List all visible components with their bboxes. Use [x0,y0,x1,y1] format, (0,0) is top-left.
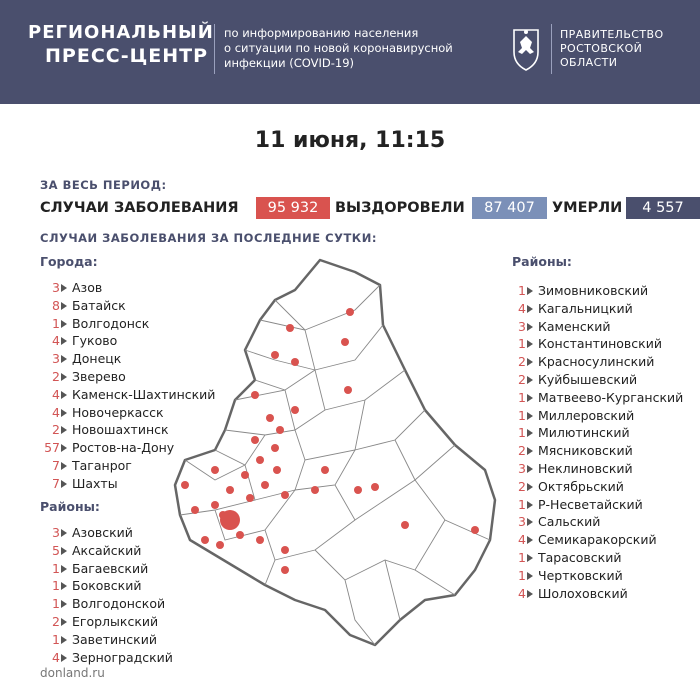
triangle-icon [61,444,67,452]
case-count: 1 [518,496,526,512]
place-name: Боковский [72,578,142,594]
map-dot [271,444,279,452]
place-name: Егорлыкский [72,613,159,629]
triangle-icon [527,465,533,473]
government-title [560,28,664,70]
place-name: Семикаракорский [538,532,657,548]
place-name: Шахты [72,475,118,491]
map-dot [256,536,264,544]
place-name: Донецк [72,351,122,367]
place-name: Неклиновский [538,460,633,476]
case-count: 2 [518,354,526,370]
map-dot [281,566,289,574]
triangle-icon [527,572,533,580]
triangle-icon [527,394,533,402]
place-name: Каменск-Шахтинский [72,386,216,402]
place-name: Каменский [538,318,611,334]
died-value-badge: 4 557 [626,197,700,219]
map-dot [344,386,352,394]
cases-value-badge: 95 932 [256,197,330,219]
place-name: Милютинский [538,425,630,441]
case-count: 3 [518,460,526,476]
map-dot [291,406,299,414]
triangle-icon [61,409,67,417]
triangle-icon [527,340,533,348]
place-name: Азов [72,280,103,295]
case-count: 2 [518,478,526,494]
case-count: 1 [518,336,526,352]
case-count: 1 [52,315,60,331]
map-dot [181,481,189,489]
place-name: Красносулинский [538,354,655,370]
place-name: Октябрьский [538,478,624,494]
right-districts-heading: Районы: [512,254,572,269]
map-dot [281,491,289,499]
triangle-icon [61,462,67,470]
triangle-icon [61,529,67,537]
gov-line-2: РОСТОВСКОЙ [560,42,643,55]
map-dot [256,456,264,464]
triangle-icon [527,536,533,544]
map-dot [354,486,362,494]
triangle-icon [61,337,67,345]
map-dot [321,466,329,474]
map-dot [276,426,284,434]
triangle-icon [527,305,533,313]
header-info-text [224,26,453,71]
map-dot [371,483,379,491]
map-dot [211,466,219,474]
triangle-icon [527,358,533,366]
case-count: 1 [518,425,526,441]
triangle-icon [527,483,533,491]
case-count: 4 [52,333,60,349]
place-name: Новочеркасск [72,404,164,420]
report-date: 11 июня, 11:15 [254,128,446,153]
place-name: Константиновский [538,336,662,352]
place-name: Таганрог [72,457,132,473]
triangle-icon [61,355,67,363]
map-dot [266,414,274,422]
died-label: УМЕРЛИ [552,200,623,216]
place-name: Зерноградский [72,649,173,665]
triangle-icon [61,284,67,292]
recovered-label: ВЫЗДОРОВЕЛИ [335,200,465,216]
map-dot-large [220,510,240,530]
case-count: 3 [518,514,526,530]
triangle-icon [61,600,67,608]
place-name: Новошахтинск [72,422,169,438]
case-count: 2 [518,443,526,459]
case-count: 2 [518,371,526,387]
place-name: Шолоховский [538,585,628,601]
place-name: Чертковский [538,567,623,583]
triangle-icon [61,426,67,434]
map-dot [311,486,319,494]
triangle-icon [61,320,67,328]
header-divider [214,24,215,74]
case-count: 1 [52,596,60,612]
place-name: Зимовниковский [538,283,649,298]
place-name: Гуково [72,333,118,349]
map-dot [281,546,289,554]
place-name: Матвеево-Курганский [538,389,684,405]
triangle-icon [527,429,533,437]
case-count: 1 [518,407,526,423]
map-dot [271,351,279,359]
brand-line-1: РЕГИОНАЛЬНЫЙ [28,22,214,43]
map-dot [273,466,281,474]
case-count: 1 [52,560,60,576]
map-dot [251,436,259,444]
place-name: Сальский [538,514,601,530]
map-dot [241,471,249,479]
case-count: 1 [518,549,526,565]
case-count: 7 [52,475,60,491]
triangle-icon [527,518,533,526]
triangle-icon [61,373,67,381]
case-count: 1 [518,283,526,298]
map-dot [251,391,259,399]
triangle-icon [61,618,67,626]
map-dot [201,536,209,544]
cases-label: СЛУЧАИ ЗАБОЛЕВАНИЯ [40,200,239,216]
case-count: 4 [518,585,526,601]
place-name: Азовский [72,525,133,540]
case-count: 2 [52,422,60,438]
place-name: Куйбышевский [538,371,638,387]
header-divider-2 [551,24,552,74]
triangle-icon [61,582,67,590]
triangle-icon [61,547,67,555]
map-dot [471,526,479,534]
map-dot [191,506,199,514]
place-name: Тарасовский [538,549,622,565]
case-count: 3 [52,351,60,367]
triangle-icon [61,636,67,644]
recovered-value-badge: 87 407 [472,197,547,219]
gov-line-1: ПРАВИТЕЛЬСТВО [560,28,664,41]
footer-site: donland.ru [40,666,105,680]
case-count: 2 [52,368,60,384]
header-info-line-1: по информированию населения [224,26,419,40]
map-dot [291,358,299,366]
map-dot [346,308,354,316]
cities-heading: Города: [40,254,98,269]
case-count: 1 [518,567,526,583]
brand-line-2: ПРЕСС-ЦЕНТР [45,45,208,67]
place-name: Миллеровский [538,407,635,423]
triangle-icon [527,287,533,295]
place-name: Волгодонск [72,315,150,331]
header-info-line-3: инфекции (COVID-19) [224,56,355,70]
triangle-icon [527,554,533,562]
triangle-icon [61,654,67,662]
case-count: 4 [518,300,526,316]
map-dot [261,481,269,489]
map-dot [226,486,234,494]
map-dot [286,324,294,332]
map-dot [236,531,244,539]
triangle-icon [527,412,533,420]
case-count: 3 [52,525,60,540]
triangle-icon [61,391,67,399]
left-districts-heading: Районы: [40,499,100,514]
map-dot [401,521,409,529]
place-name: Батайск [72,297,126,313]
place-name: Волгодонской [72,596,166,612]
place-name: Зверево [72,368,126,384]
place-name: Р-Несветайский [538,496,643,512]
case-count: 1 [52,578,60,594]
triangle-icon [527,590,533,598]
case-count: 3 [518,318,526,334]
triangle-icon [61,480,67,488]
case-count: 4 [52,404,60,420]
case-count: 3 [52,280,60,295]
case-count: 8 [52,297,60,313]
place-name: Ростов-на-Дону [72,440,175,456]
place-name: Аксайский [72,542,142,558]
case-count: 4 [52,386,60,402]
rostov-region-map-icon [155,250,505,660]
case-count: 1 [52,631,60,647]
case-count: 2 [52,613,60,629]
case-count: 1 [518,389,526,405]
map-dot [341,338,349,346]
place-name: Багаевский [72,560,149,576]
triangle-icon [527,447,533,455]
case-count: 4 [52,649,60,665]
place-name: Заветинский [72,631,157,647]
gov-line-3: ОБЛАСТИ [560,56,618,69]
place-name: Мясниковский [538,443,633,459]
map-dot [216,541,224,549]
header-info-line-2: о ситуации по новой коронавирусной [224,41,453,55]
coat-of-arms-icon [506,24,546,74]
period-label: ЗА ВЕСЬ ПЕРИОД: [40,178,167,192]
case-count: 57 [44,440,60,456]
triangle-icon [61,565,67,573]
triangle-icon [527,376,533,384]
header-bar [0,0,700,104]
case-count: 7 [52,457,60,473]
triangle-icon [61,302,67,310]
triangle-icon [527,501,533,509]
map-dot [211,501,219,509]
brand-title [28,22,214,67]
case-count: 4 [518,532,526,548]
map-dot [246,494,254,502]
place-name: Кагальницкий [538,300,633,316]
case-count: 5 [52,542,60,558]
triangle-icon [527,323,533,331]
daily-label: СЛУЧАИ ЗАБОЛЕВАНИЯ ЗА ПОСЛЕДНИЕ СУТКИ: [40,231,377,245]
